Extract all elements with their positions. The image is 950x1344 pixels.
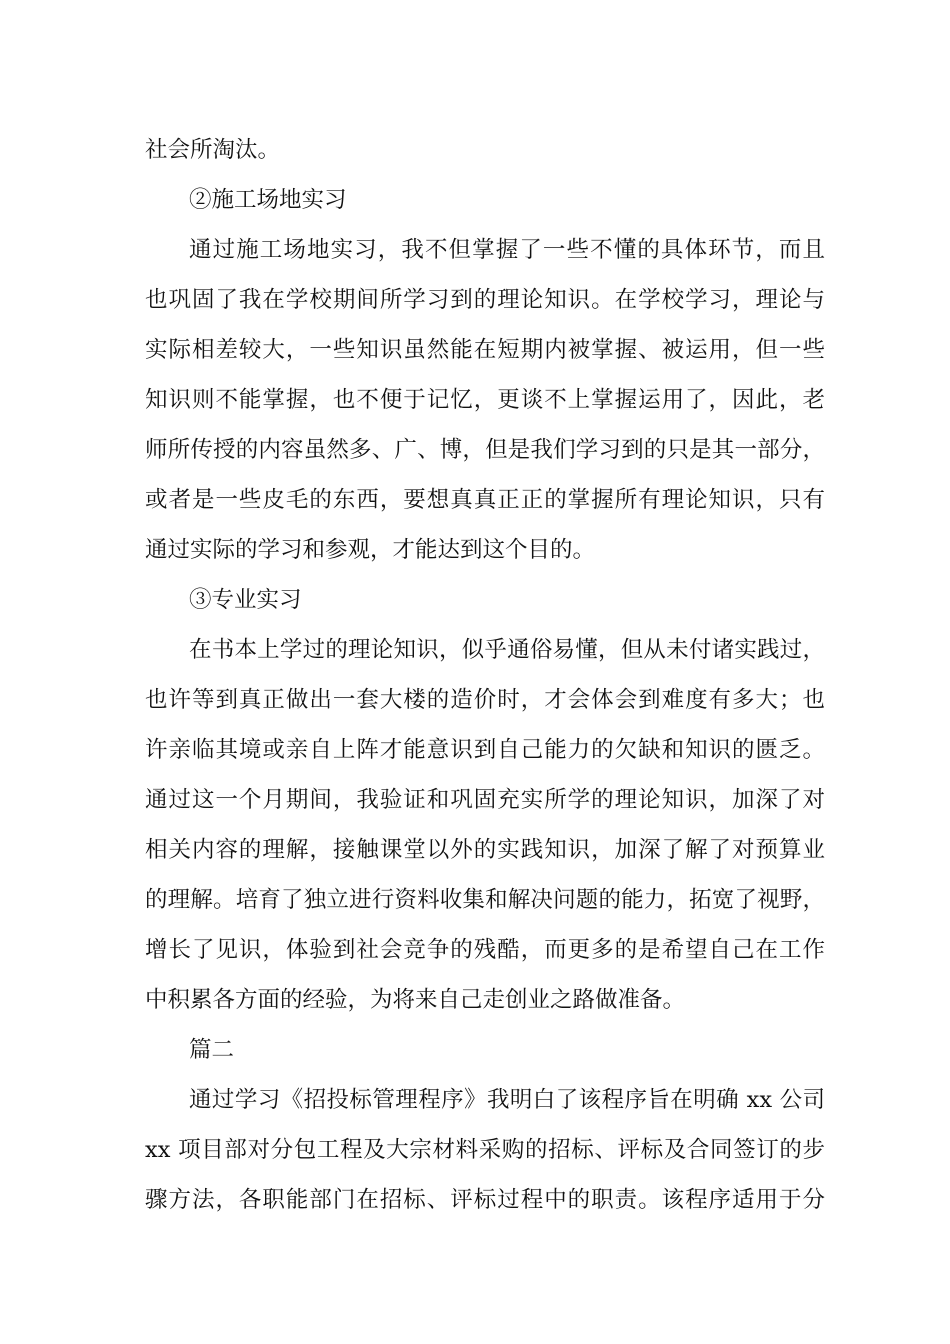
paragraph-line: 通过实际的学习和参观，才能达到这个目的。 <box>145 537 596 563</box>
paragraph-line: 社会所淘汰。 <box>145 137 281 163</box>
paragraph-line: 许亲临其境或亲自上阵才能意识到自己能力的欠缺和知识的匮乏。 <box>145 737 825 763</box>
section-heading-part-two: 篇二 <box>189 1037 235 1063</box>
paragraph-line: 的理解。培育了独立进行资料收集和解决问题的能力，拓宽了视野， <box>145 887 825 913</box>
paragraph-line: 也许等到真正做出一套大楼的造价时，才会体会到难度有多大；也 <box>145 687 825 713</box>
paragraph-line: 师所传授的内容虽然多、广、博，但是我们学习到的只是其一部分， <box>145 437 825 463</box>
paragraph-line: 骤方法，各职能部门在招标、评标过程中的职责。该程序适用于分 <box>145 1187 825 1213</box>
paragraph-line: xx 项目部对分包工程及大宗材料采购的招标、评标及合同签订的步 <box>145 1137 825 1163</box>
paragraph-line: 或者是一些皮毛的东西，要想真真正正的掌握所有理论知识，只有 <box>145 487 825 513</box>
paragraph-line: 实际相差较大，一些知识虽然能在短期内被掌握、被运用，但一些 <box>145 337 825 363</box>
paragraph-line: 也巩固了我在学校期间所学习到的理论知识。在学校学习，理论与 <box>145 287 825 313</box>
paragraph-line: 通过学习《招投标管理程序》我明白了该程序旨在明确 xx 公司 <box>189 1087 825 1113</box>
paragraph-line: 增长了见识，体验到社会竞争的残酷，而更多的是希望自己在工作 <box>145 937 825 963</box>
section-heading-professional: ③专业实习 <box>189 587 302 613</box>
paragraph-line: 知识则不能掌握，也不便于记忆，更谈不上掌握运用了，因此，老 <box>145 387 825 413</box>
paragraph-line: 在书本上学过的理论知识，似乎通俗易懂，但从未付诸实践过， <box>189 637 825 663</box>
paragraph-line: 中积累各方面的经验，为将来自己走创业之路做准备。 <box>145 987 686 1013</box>
section-heading-construction-site: ②施工场地实习 <box>189 187 347 213</box>
paragraph-line: 相关内容的理解，接触课堂以外的实践知识，加深了解了对预算业 <box>145 837 825 863</box>
paragraph-line: 通过这一个月期间，我验证和巩固充实所学的理论知识，加深了对 <box>145 787 825 813</box>
paragraph-line: 通过施工场地实习，我不但掌握了一些不懂的具体环节，而且 <box>189 237 825 263</box>
